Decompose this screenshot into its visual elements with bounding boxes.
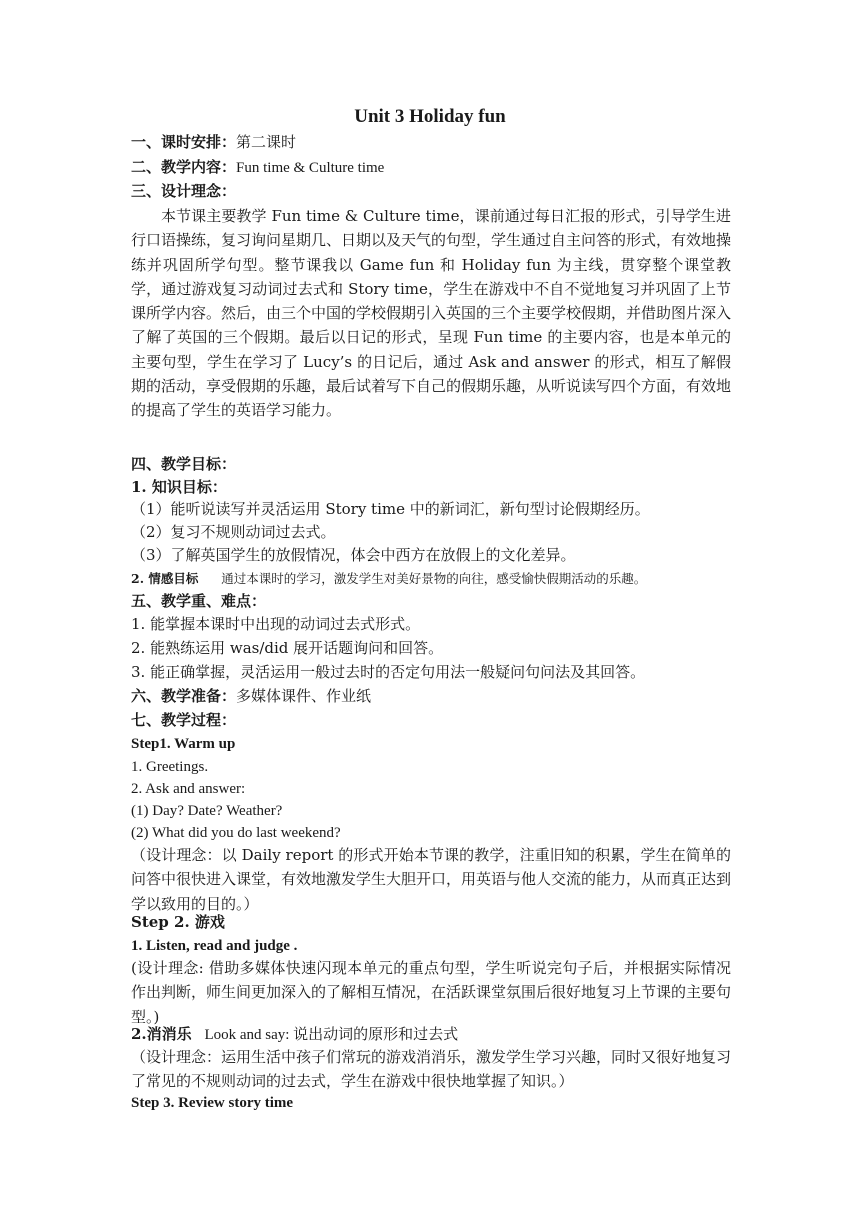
goal-emotion-text: 通过本课时的学习，激发学生对美好景物的向往，感受愉快假期活动的乐趣。 <box>221 571 647 586</box>
goal-item: （1）能听说读写并灵活运用 Story time 中的新词汇，新句型讨论假期经历。 <box>131 500 650 518</box>
step-design-note: (设计理念: 借助多媒体快速闪现本单元的重点句型，学生听说完句子后，并根据实际情况作出判断，师生间更加深入的了解相互情况，在活跃课堂氛围后很好地复习上节课的主要句型。) <box>131 959 732 1026</box>
section-schedule <box>131 130 731 154</box>
step-item: 1. Greetings. <box>131 759 209 775</box>
goal-emotion <box>131 566 731 591</box>
section-heading: 五、教学重、难点： <box>131 592 267 610</box>
goal-emotion-heading: 2. 情感目标 <box>131 571 199 586</box>
step-item-heading: 2.消消乐 <box>131 1025 192 1043</box>
design-concept-paragraph: 本节课主要教学 Fun time & Culture time，课前通过每日汇报的形式，引导学生进行口语操练，复习询问星期几、日期以及天气的句型，学生通过自主问答的形式，有效地操练并巩固所学句型。整节课我以 Game fun 和 Holiday fun 为主线，贯穿整个课堂教学，通过游戏复习动词过去式和 Story time，学生在游戏中不自不觉地复习并巩固了上节课所学内容。然后，由三个中国的学校假期引入英国的三个主要学校假期，并借助图片深入了解了英国的三个假期。最后以日记的形式，呈现 Fun time 的主要内容，也是本单元的主要句型，学生在学习了 Lucy’s 的日记后，通过 Ask and answer 的形式，相互了解假期的活动，享受假期的乐趣，最后试着写下自己的假期乐趣，从听说读写四个方面，有效地的提高了学生的英语学习能力。 <box>131 207 732 420</box>
section-heading: 一、课时安排： <box>131 133 237 151</box>
key-point-item: 2. 能熟练运用 was/did 展开话题询问和回答。 <box>131 639 444 657</box>
step-design-note: （设计理念：以 Daily report 的形式开始本节课的教学，注重旧知的积累，学生在简单的问答中很快进入课堂，有效地激发学生大胆开口，用英语与他人交流的能力，从而真正达到学以致用的目的。） <box>131 846 732 913</box>
section-text: 多媒体课件、作业纸 <box>236 687 372 705</box>
section-key-points <box>131 589 731 613</box>
section-content <box>131 155 731 180</box>
key-point-item: 3. 能正确掌握，灵活运用一般过去时的否定句用法一般疑问句问法及其回答。 <box>131 663 646 681</box>
document-title: Unit 3 Holiday fun <box>354 106 506 127</box>
section-process <box>131 708 731 732</box>
section-heading: 四、教学目标： <box>131 455 237 473</box>
step-heading: Step 2. 游戏 <box>131 913 225 931</box>
section-goals <box>131 452 731 476</box>
step-heading: Step1. Warm up <box>131 736 236 752</box>
section-heading: 六、教学准备： <box>131 687 237 705</box>
section-heading: 三、设计理念： <box>131 182 237 200</box>
key-point-item: 1. 能掌握本课时中出现的动词过去式形式。 <box>131 615 421 633</box>
section-heading: 七、教学过程： <box>131 711 237 729</box>
step-item <box>131 1022 731 1047</box>
step-design-note: （设计理念：运用生活中孩子们常玩的游戏消消乐，激发学生学习兴趣，同时又很好地复习了常见的不规则动词的过去式，学生在游戏中很快地掌握了知识。） <box>131 1048 732 1091</box>
section-heading: 二、教学内容： <box>131 158 237 176</box>
goal-knowledge-heading: 1. 知识目标： <box>131 478 227 496</box>
goal-item: （2）复习不规则动词过去式。 <box>131 523 336 541</box>
section-text: Fun time & Culture time <box>236 160 385 176</box>
step-item-text: Look and say: 说出动词的原形和过去式 <box>204 1027 459 1043</box>
goal-item: （3）了解英国学生的放假情况，体会中西方在放假上的文化差异。 <box>131 546 576 564</box>
section-design-concept <box>131 179 731 203</box>
step-item: 1. Listen, read and judge . <box>131 938 298 954</box>
step-item: (1) Day? Date? Weather? <box>131 803 283 819</box>
step-item: 2. Ask and answer: <box>131 781 246 797</box>
section-preparation <box>131 684 731 708</box>
step-item: (2) What did you do last weekend? <box>131 825 341 841</box>
step-heading: Step 3. Review story time <box>131 1095 294 1111</box>
section-text: 第二课时 <box>236 133 297 151</box>
